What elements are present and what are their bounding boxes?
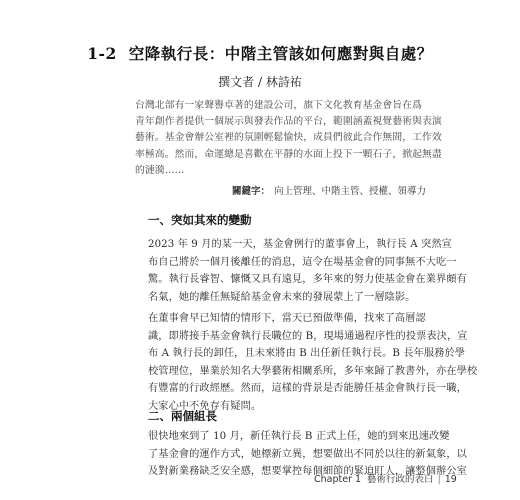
body-line: 及對新業務缺乏安全感，想要掌控每個細節的緊迫盯人，讓整個辦公室 (148, 466, 467, 478)
body-line: 布自己將於一個月後離任的消息，這令在場基金會的同事無不大吃一 (148, 256, 457, 268)
body-line: 名氣，她的離任無疑給基金會未來的發展蒙上了一層陰影。 (148, 291, 416, 303)
chapter-title-text: 空降執行長：中階主管該如何應對與自處？ (128, 44, 433, 63)
intro-line: 的漣漪…… (135, 164, 185, 176)
footer-chapter-label: Chapter 1 (314, 474, 362, 485)
chapter-title (0, 42, 520, 64)
author-line: 撰文者 / 林詩祐 (218, 75, 302, 89)
body-line: 很快地來到了 10 月，新任執行長 B 正式上任，她的到來迅速改變 (148, 431, 450, 442)
body-line: 大家心中不免存有疑問。 (148, 400, 262, 412)
footer-section-title: 藝術行政的表白 (367, 474, 434, 485)
body-line: 2023 年 9 月的某一天，基金會例行的董事會上，執行長 A 突然宣 (148, 239, 452, 250)
body-paragraph (148, 310, 478, 416)
chapter-number: 1-2 (87, 44, 117, 63)
body-line: 布 A 執行長的卸任，且未來將由 B 出任新任執行長。B 長年服務於學 (148, 348, 466, 360)
intro-line: 青年創作者提供一個展示與發表作品的平台，範圍涵蓋視覺藝術與表演 (135, 116, 442, 128)
body-paragraph (148, 236, 467, 306)
body-line: 了基金會的運作方式，她標新立異，想要做出不同於以往的新氣象，以 (148, 448, 467, 460)
footer-separator: | (437, 474, 441, 485)
intro-line: 藝術。基金會辦公室裡的氛圍輕鬆愉快，成員們彼此合作無間，工作效 (135, 132, 442, 144)
keywords-line (232, 183, 426, 197)
page-number: 19 (444, 474, 457, 485)
body-line: 在董事會早已知情的情形下，當天已預做準備，找來了高層認 (148, 313, 426, 324)
body-line: 驚。執行長睿智、慷慨又具有遠見，多年來的努力使基金會在業界頗有 (148, 274, 467, 286)
intro-paragraph (135, 98, 442, 179)
page-footer (314, 471, 457, 485)
body-line: 校管理位，畢業於知名大學藝術相關系所，多年來歸了教書外，亦在學校 (148, 365, 478, 377)
body-line: 識，即將接手基金會執行長職位的 B，現場通過程序性的投票表決，宣 (148, 330, 468, 342)
section-heading: 二、兩個組長 (148, 409, 217, 423)
intro-line: 台灣北部有一家聲譽卓著的建設公司，旗下文化教育基金會旨在爲 (135, 100, 423, 111)
intro-line: 率極高。然而，命運總是喜歡在平靜的水面上投下一顆石子，掀起無盡 (135, 148, 442, 160)
keywords-value: 向上管理、中階主管、授權、領導力 (274, 186, 427, 197)
section-heading: 一、突如其來的變動 (148, 213, 252, 227)
keywords-label: 關鍵字： (232, 186, 271, 197)
body-line: 有豐富的行政經歷。然而，這樣的背景是否能勝任基金會執行長一職， (148, 383, 467, 395)
